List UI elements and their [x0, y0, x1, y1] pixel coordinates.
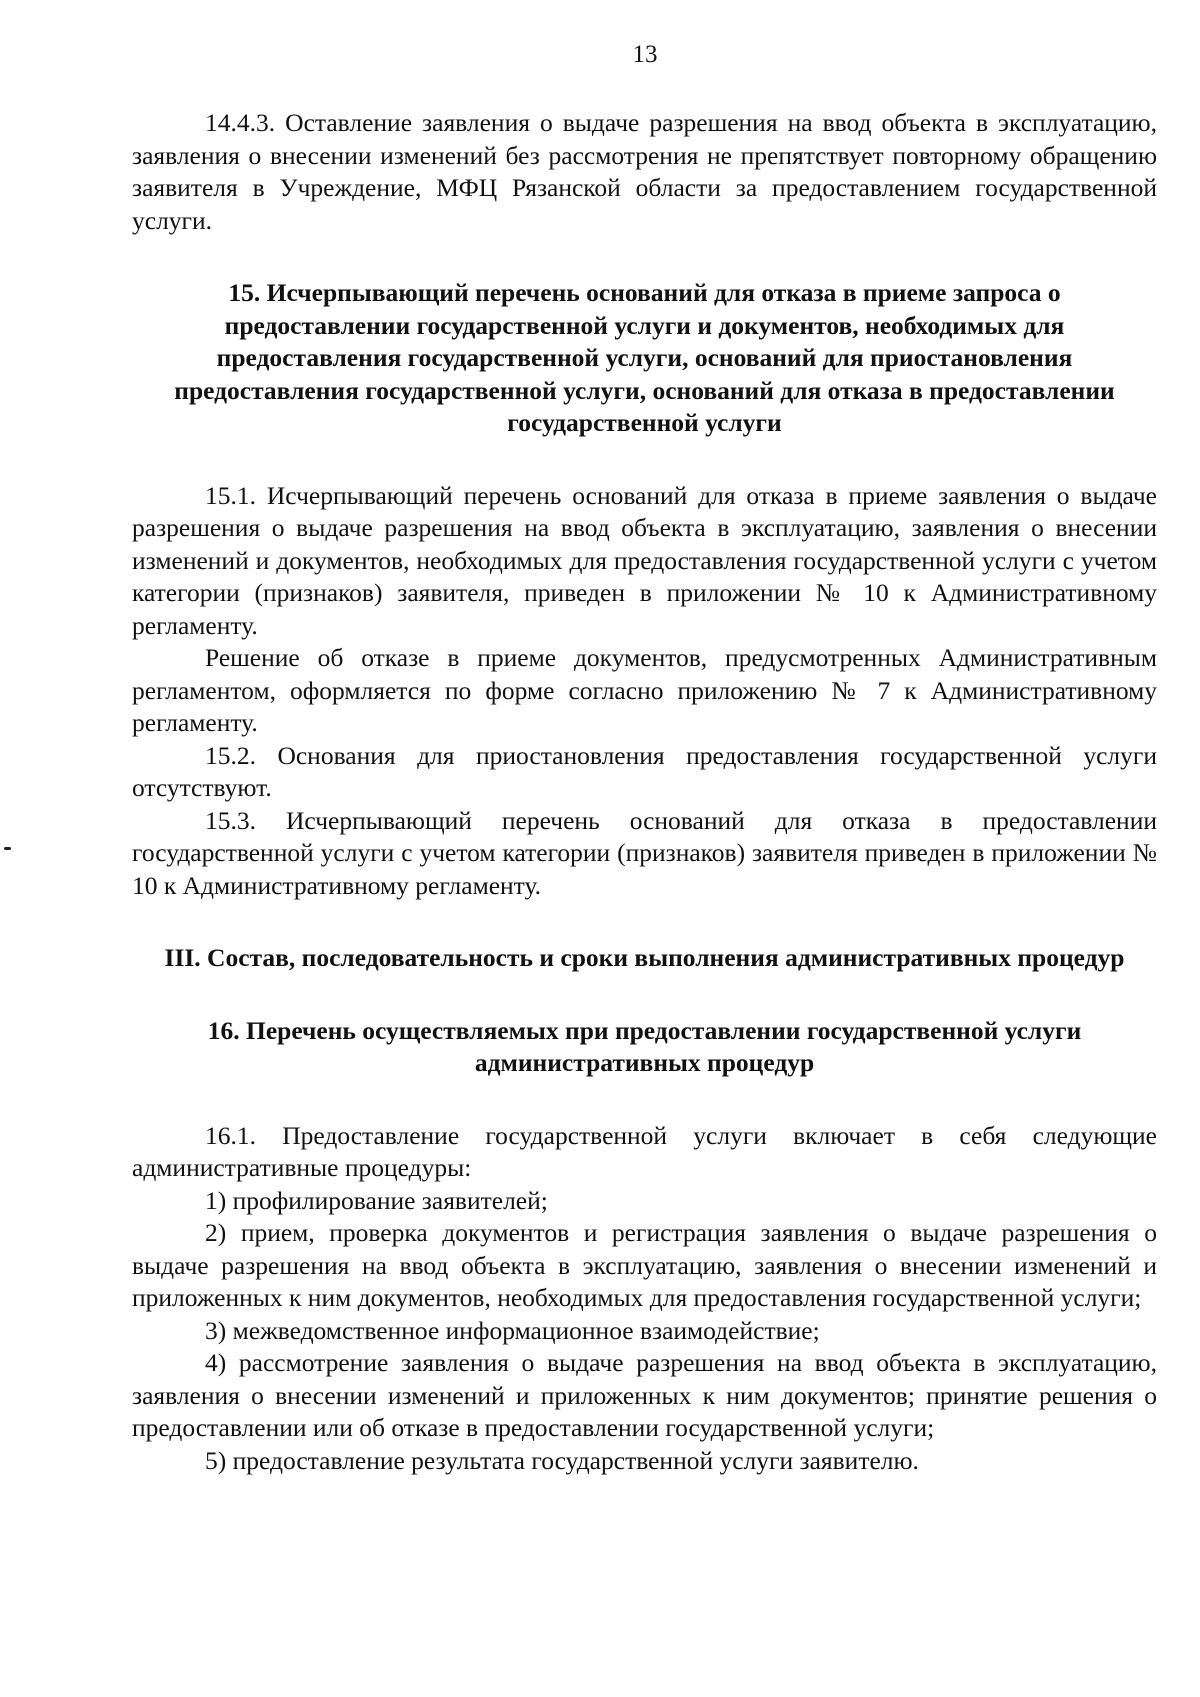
paragraph-14-4-3: 14.4.3. Оставление заявления о выдаче разрешения на ввод объекта в эксплуатацию, заявления о внесении изменений без рассмотрения не препятствует повторному обращению заявителя в Учреждение, МФЦ Рязанской области за предоставлением государственной услуги.: [132, 108, 1157, 235]
list-item: 1) профилирование заявителей;: [205, 1185, 548, 1215]
section-heading-16: 16. Перечень осуществляемых при предоставлении государственной услуги административных процедур: [207, 1015, 1082, 1077]
list-item: 2) прием, проверка документов и регистрация заявления о выдаче разрешения о выдаче разрешения на ввод объекта в эксплуатацию, заявления о внесении изменений и приложенных к ним документов, необходимых для предоставления государственной услуги;: [132, 1218, 1157, 1312]
paragraph-15-2: 15.2. Основания для приостановления предоставления государственной услуги отсутствуют.: [132, 740, 1157, 802]
list-item: 4) рассмотрение заявления о выдаче разрешения на ввод объекта в эксплуатацию, заявления о внесении изменений и приложенных к ним документов; принятие решения о предоставлении или об отказе в предоставлении государственной услуги;: [132, 1348, 1157, 1442]
paragraph-15-1: 15.1. Исчерпывающий перечень оснований для отказа в приеме заявления о выдаче разрешения о выдаче разрешения на ввод объекта в эксплуатацию, заявления о внесении изменений и документов, необходимых для предоставления государственной услуги с учетом категории (признаков) заявителя, приведен в приложении № 10 к Административному регламенту.: [132, 480, 1157, 640]
paragraph-15-3: 15.3. Исчерпывающий перечень оснований для отказа в предоставлении государственной услуги с учетом категории (признаков) заявителя приведен в приложении № 10 к Административному регламенту.: [132, 805, 1157, 900]
paragraph-16-1: 16.1. Предоставление государственной услуги включает в себя следующие административные процедуры:: [132, 1120, 1157, 1182]
scan-mark: [4, 847, 11, 850]
document-body: [132, 107, 1157, 1477]
section-heading-15: 15. Исчерпывающий перечень оснований для отказа в приеме запроса о предоставлении государственной услуги и документов, необходимых для предоставления государственной услуги, оснований для приостановления предоставления государственной услуги, оснований для отказа в предоставлении государственной услуги: [174, 278, 1115, 437]
list-item: 3) межведомственное информационное взаимодействие;: [205, 1315, 820, 1345]
page-number: 13: [632, 41, 658, 68]
list-item: 5) предоставление результата государственной услуги заявителю.: [205, 1445, 919, 1475]
paragraph-refusal-decision: Решение об отказе в приеме документов, предусмотренных Административным регламентом, оформляется по форме согласно приложению № 7 к Административному регламенту.: [132, 643, 1157, 737]
chapter-heading-III: III. Состав, последовательность и сроки выполнения административных процедур: [164, 943, 1125, 972]
